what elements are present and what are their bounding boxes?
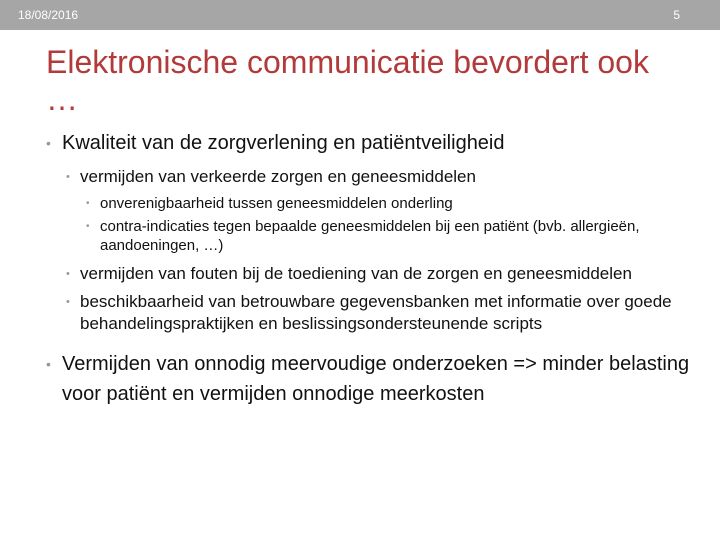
bullet-level2 — [46, 291, 696, 335]
bullet-level3 — [46, 217, 696, 255]
bullet-icon: • — [66, 171, 70, 183]
bullet-text: contra-indicaties tegen bepaalde geneesmiddelen bij een patiënt (bvb. allergieën, aandoeningen, …) — [100, 218, 640, 254]
bullet-text: beschikbaarheid van betrouwbare gegevensbanken met informatie over goede behandelingspraktijken en beslissingsondersteunende scripts — [80, 292, 672, 333]
bullet-icon: • — [66, 268, 70, 280]
bullet-icon: • — [46, 135, 51, 151]
bullet-text: vermijden van fouten bij de toediening van de zorgen en geneesmiddelen — [80, 264, 632, 283]
bullet-icon: • — [86, 221, 90, 232]
slide-title: Elektronische communicatie bevordert ook … — [46, 44, 649, 117]
bullet-icon: • — [46, 356, 51, 372]
header-bar — [0, 0, 720, 30]
bullet-icon: • — [86, 198, 90, 209]
bullet-level2 — [46, 166, 696, 188]
bullet-level3 — [46, 194, 696, 213]
bullet-level2 — [46, 263, 696, 285]
slide-content — [46, 130, 696, 409]
slide-date: 18/08/2016 — [18, 8, 79, 22]
bullet-level1 — [46, 349, 696, 409]
bullet-text: vermijden van verkeerde zorgen en geneesmiddelen — [80, 167, 476, 186]
bullet-icon: • — [66, 296, 70, 308]
bullet-text: Vermijden van onnodig meervoudige onderzoeken => minder belasting voor patiënt en vermijden onnodige meerkosten — [62, 353, 690, 405]
bullet-text: onverenigbaarheid tussen geneesmiddelen onderling — [100, 195, 453, 212]
bullet-text: Kwaliteit van de zorgverlening en patiëntveiligheid — [62, 132, 505, 154]
bullet-level1 — [46, 130, 696, 156]
slide-number: 5 — [673, 8, 680, 22]
